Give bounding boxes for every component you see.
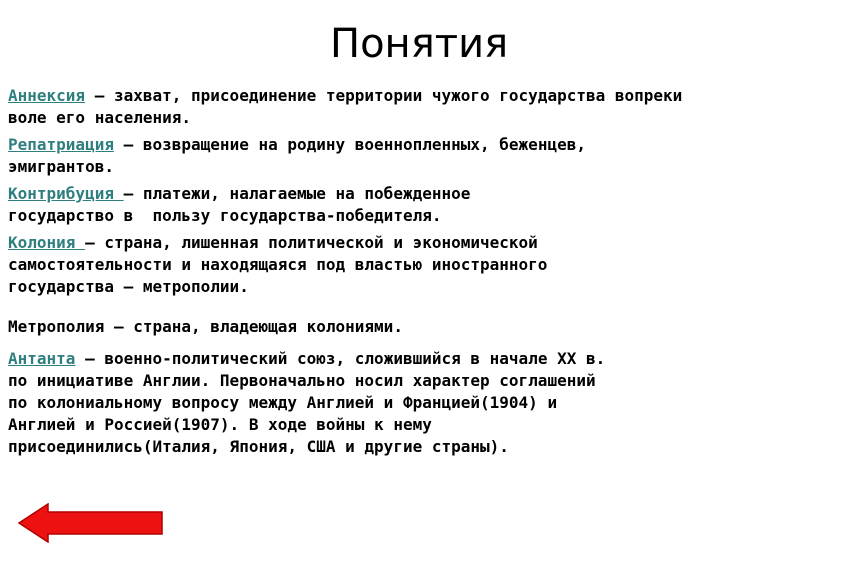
term-entente-link[interactable]: Антанта [8, 349, 76, 368]
definition-text: воле его населения. [8, 108, 192, 127]
definition-metropolis: Метрополия – страна, владеющая колониями. [8, 317, 403, 336]
definition-annexation [8, 85, 838, 129]
definition-text: – страна, лишенная политической и экономической [85, 233, 538, 252]
definitions-list [8, 85, 838, 458]
definition-text: – возвращение на родину военнопленных, беженцев, [113, 135, 586, 154]
page-title: Понятия [330, 21, 509, 67]
term-repatriation-link[interactable]: Репатриация [8, 135, 114, 154]
definition-text: – военно-политический союз, сложившийся в начале XX в. [75, 349, 606, 368]
definition-text: государства – метрополии. [8, 277, 249, 296]
definition-colony [8, 232, 838, 298]
definition-repatriation [8, 134, 838, 178]
left-arrow-icon[interactable] [18, 503, 164, 543]
definition-text: Англией и Россией(1907). В ходе войны к нему [8, 415, 432, 434]
term-annexation-link[interactable]: Аннексия [8, 86, 86, 105]
definition-text: государство в пользу государства-победителя. [8, 206, 442, 225]
definition-text: по инициативе Англии. Первоначально носил характер соглашений [8, 371, 596, 390]
definition-text: эмигрантов. [8, 157, 114, 176]
definition-text: – платежи, налагаемые на побежденное [123, 184, 471, 203]
definition-contribution [8, 183, 838, 227]
term-contribution-link[interactable]: Контрибуция [8, 184, 124, 203]
definition-entente [8, 348, 838, 458]
definition-text: – захват, присоединение территории чужого государства вопреки [85, 86, 683, 105]
term-colony-link[interactable]: Колония [8, 233, 86, 252]
definition-text: самостоятельности и находящаяся под властью иностранного [8, 255, 548, 274]
definition-text: по колониальному вопросу между Англией и Францией(1904) и [8, 393, 558, 412]
definition-text: присоединились(Италия, Япония, США и другие страны). [8, 437, 509, 456]
